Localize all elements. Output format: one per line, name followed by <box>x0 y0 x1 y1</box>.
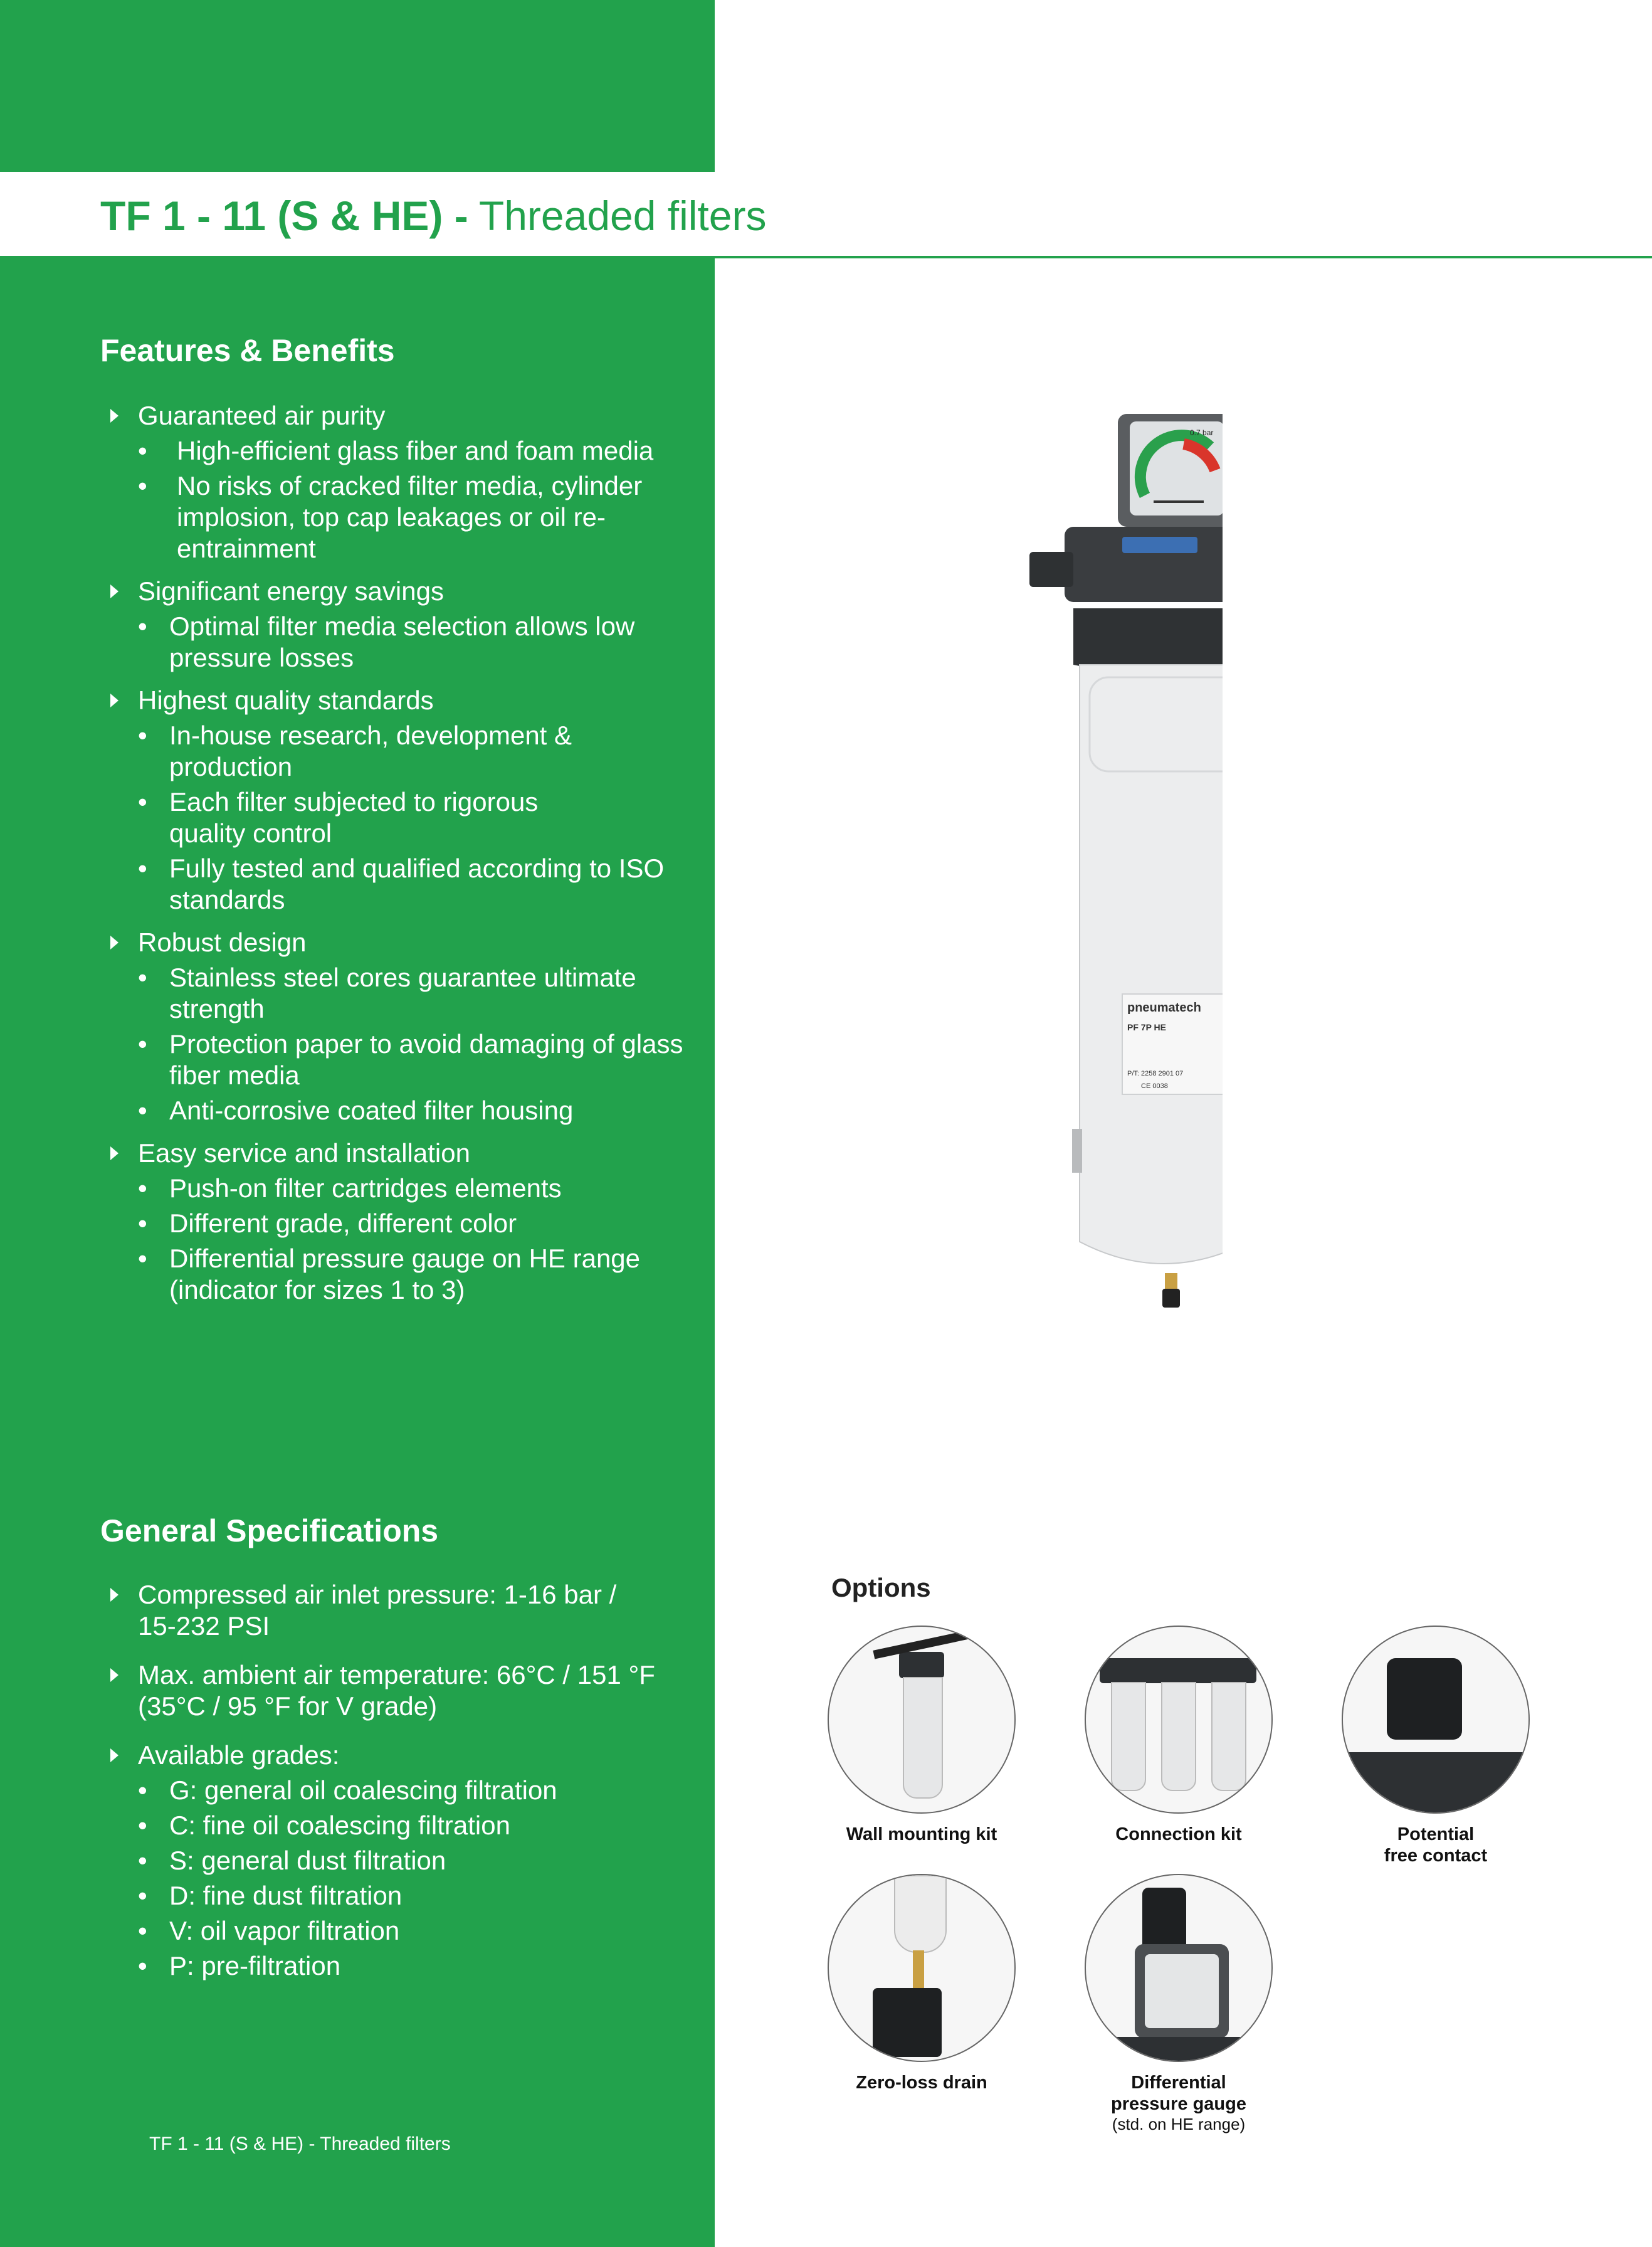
caret-right-icon <box>110 1588 118 1602</box>
feature-item <box>100 1243 708 1306</box>
feature-item <box>100 720 608 783</box>
caret-right-icon <box>110 1146 118 1160</box>
dp-gauge-label-line1: Differential <box>1131 2073 1226 2093</box>
option-wall-mounting-kit <box>828 1626 1016 1845</box>
zero-loss-drain-label: Zero-loss drain <box>856 2073 987 2093</box>
page-title-regular: Threaded filters <box>478 193 767 239</box>
gauge-max-label: 0.7 bar <box>1190 428 1214 437</box>
feature-item-text: Anti-corrosive coated filter housing <box>169 1096 574 1125</box>
side-bracket <box>1072 1129 1082 1173</box>
feature-group <box>100 400 690 431</box>
feature-item-text: In-house research, development & production <box>169 721 572 781</box>
grade-text: P: pre-filtration <box>169 1951 341 1980</box>
feature-item-text: Push-on filter cartridges elements <box>169 1173 562 1203</box>
caret-right-icon <box>110 409 118 423</box>
page-footer: TF 1 - 11 (S & HE) - Threaded filters <box>149 2133 451 2154</box>
inlet-port <box>1029 552 1073 587</box>
feature-item-text: Fully tested and qualified according to ISO standards <box>169 854 665 914</box>
feature-group <box>100 1138 690 1169</box>
feature-item-text: Different grade, different color <box>169 1208 517 1238</box>
feature-group-label: Robust design <box>138 928 307 957</box>
product-model: PF 7P HE <box>1127 1022 1166 1032</box>
feature-item <box>100 962 690 1025</box>
potential-free-contact-label-line1: Potential <box>1397 1824 1475 1844</box>
options-heading: Options <box>831 1573 931 1602</box>
caret-right-icon <box>110 1668 118 1682</box>
feature-item-text: High-efficient glass fiber and foam media <box>177 436 654 465</box>
product-brand: pneumatech <box>1127 1001 1201 1015</box>
potential-free-contact-label <box>1342 1824 1530 1866</box>
feature-item-text: Protection paper to avoid damaging of glass fiber media <box>169 1029 683 1090</box>
potential-free-contact-label-line2: free contact <box>1384 1846 1488 1866</box>
dp-gauge-note: (std. on HE range) <box>1112 2115 1246 2133</box>
dp-gauge-label-line2: pressure gauge <box>1111 2094 1246 2114</box>
feature-group <box>100 576 690 607</box>
bullet-icon: • <box>138 1775 147 1805</box>
grade-text: V: oil vapor filtration <box>169 1916 400 1945</box>
connection-kit-label: Connection kit <box>1115 1824 1242 1844</box>
feature-item <box>100 1028 690 1091</box>
feature-item-text: Stainless steel cores guarantee ultimate strength <box>169 963 636 1023</box>
option-zero-loss-drain <box>828 1874 1016 2093</box>
grade-text: C: fine oil coalescing filtration <box>169 1811 510 1840</box>
bullet-icon: • <box>138 1096 147 1125</box>
spec-item <box>100 1659 690 1722</box>
specifications-list <box>100 1579 690 1982</box>
bullet-icon: • <box>138 1244 147 1273</box>
bullet-icon: • <box>138 1951 147 1980</box>
bullet-icon: • <box>138 471 147 500</box>
feature-item-text: Each filter subjected to rigorous quality control <box>169 787 539 848</box>
feature-item <box>100 1173 690 1204</box>
grade-item <box>100 1880 690 1911</box>
wall-mounting-kit-image <box>828 1626 1016 1814</box>
feature-group <box>100 685 690 716</box>
filter-housing <box>1080 665 1223 1264</box>
feature-item <box>100 853 683 916</box>
option-differential-pressure-gauge <box>1085 1874 1273 2133</box>
feature-group-label: Highest quality standards <box>138 685 434 715</box>
bullet-icon: • <box>138 1029 147 1059</box>
grade-text: S: general dust filtration <box>169 1846 446 1875</box>
spec-temperature: Max. ambient air temperature: 66°C / 151 °F (35°C / 95 °F for V grade) <box>138 1660 655 1721</box>
bullet-icon: • <box>138 611 147 641</box>
feature-item <box>100 435 690 467</box>
bullet-icon: • <box>138 1846 147 1875</box>
page-title <box>100 186 766 246</box>
grade-item <box>100 1810 690 1841</box>
feature-group-label: Significant energy savings <box>138 576 444 606</box>
feature-group <box>100 927 690 958</box>
caret-right-icon <box>110 936 118 949</box>
grade-text: D: fine dust filtration <box>169 1881 402 1910</box>
caret-right-icon <box>110 694 118 707</box>
spec-grades-label: Available grades: <box>138 1740 340 1770</box>
grade-text: G: general oil coalescing filtration <box>169 1775 557 1805</box>
bullet-icon: • <box>138 963 147 992</box>
bullet-icon: • <box>138 1811 147 1840</box>
differential-pressure-gauge-image <box>1085 1874 1273 2062</box>
bullet-icon: • <box>138 854 147 883</box>
feature-item-text: Optimal filter media selection allows low pressure losses <box>169 611 635 672</box>
feature-item <box>100 611 690 674</box>
features-heading: Features & Benefits <box>100 333 395 368</box>
features-list <box>100 400 690 1306</box>
product-ce-mark: CE 0038 <box>1141 1082 1168 1090</box>
option-potential-free-contact <box>1342 1626 1530 1866</box>
bullet-icon: • <box>138 1208 147 1238</box>
grade-item <box>100 1775 690 1806</box>
bullet-icon: • <box>138 1173 147 1203</box>
spec-item <box>100 1579 652 1642</box>
feature-item-text: No risks of cracked filter media, cylinder implosion, top cap leakages or oil re-entrainment <box>177 471 643 563</box>
bullet-icon: • <box>138 721 147 750</box>
zero-loss-drain-image <box>828 1874 1016 2062</box>
head-label-strip <box>1122 537 1197 553</box>
wall-mounting-kit-label: Wall mounting kit <box>846 1824 997 1844</box>
bullet-icon: • <box>138 436 147 465</box>
feature-item <box>100 786 608 849</box>
feature-item <box>100 1208 690 1239</box>
grade-item <box>100 1915 690 1947</box>
grade-item <box>100 1950 690 1982</box>
title-divider <box>0 256 1652 258</box>
specifications-heading: General Specifications <box>100 1513 439 1548</box>
feature-item <box>100 1095 690 1126</box>
bullet-icon: • <box>138 1881 147 1910</box>
grade-item <box>100 1845 690 1876</box>
spec-pressure: Compressed air inlet pressure: 1-16 bar / 15-232 PSI <box>138 1580 617 1641</box>
threaded-filter-product-image <box>1028 408 1223 1311</box>
drain-cap <box>1162 1289 1180 1308</box>
feature-group-label: Guaranteed air purity <box>138 401 386 430</box>
spec-item <box>100 1740 690 1771</box>
caret-right-icon <box>110 1748 118 1762</box>
feature-item-text: Differential pressure gauge on HE range (indicator for sizes 1 to 3) <box>169 1244 641 1304</box>
connection-kit-image <box>1085 1626 1273 1814</box>
bullet-icon: • <box>138 1916 147 1945</box>
page-title-bold: TF 1 - 11 (S & HE) - <box>100 193 468 239</box>
product-part-number: P/T: 2258 2901 07 <box>1127 1070 1184 1077</box>
feature-group-label: Easy service and installation <box>138 1138 470 1168</box>
differential-pressure-gauge-label <box>1085 2072 1273 2115</box>
caret-right-icon <box>110 584 118 598</box>
potential-free-contact-image <box>1342 1626 1530 1814</box>
option-connection-kit <box>1085 1626 1273 1845</box>
feature-item <box>100 470 690 564</box>
bullet-icon: • <box>138 787 147 817</box>
